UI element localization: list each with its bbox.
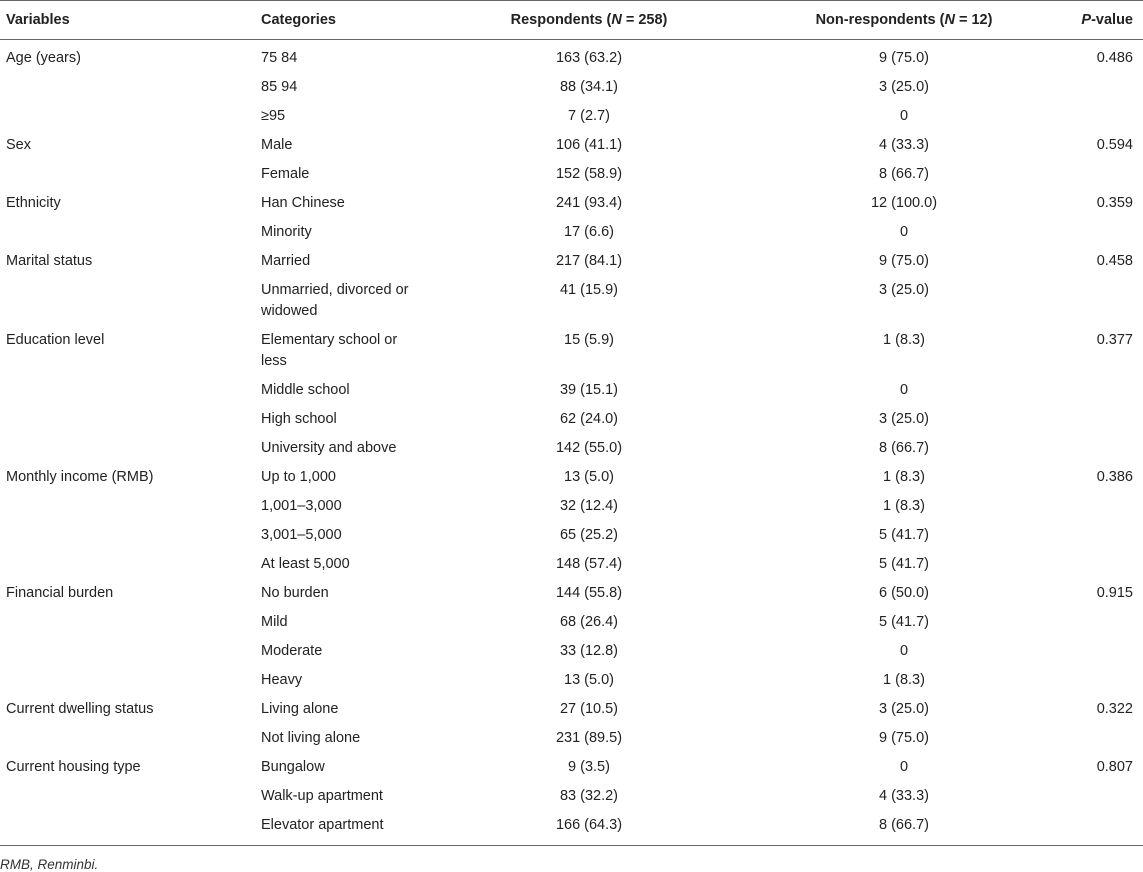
- variable-cell: Financial burden: [6, 585, 114, 601]
- p-value-cell: [1050, 218, 1143, 247]
- variable-cell: [0, 782, 255, 811]
- category-cell: Han Chinese: [261, 195, 345, 211]
- non-respondents-cell: 0: [899, 224, 909, 240]
- p-value-cell: 0.486: [1096, 50, 1133, 66]
- category-cell: At least 5,000: [261, 556, 350, 572]
- p-value-cell: [1050, 376, 1143, 405]
- non-respondents-cell: 6 (50.0): [879, 585, 929, 601]
- non-respondents-cell: 5 (41.7): [879, 556, 929, 572]
- table-row: [0, 376, 1143, 405]
- variable-cell: Ethnicity: [6, 195, 61, 211]
- p-value-cell: [1050, 434, 1143, 463]
- non-respondents-cell: 0: [899, 108, 909, 124]
- table-body: [0, 40, 1143, 846]
- non-respondents-cell: 3 (25.0): [879, 411, 929, 427]
- respondents-cell: 231 (89.5): [555, 730, 623, 746]
- respondents-cell: 33 (12.8): [559, 643, 619, 659]
- header-p-value: P-value: [1050, 1, 1143, 40]
- table-row: [0, 753, 1143, 782]
- non-respondents-cell: 0: [899, 759, 909, 775]
- variable-cell: [0, 637, 255, 666]
- respondents-cell: 88 (34.1): [559, 79, 619, 95]
- respondents-cell: 17 (6.6): [564, 224, 614, 240]
- variable-cell: [0, 666, 255, 695]
- non-respondents-cell: 1 (8.3): [883, 332, 925, 348]
- table-header: [0, 1, 1143, 40]
- header-non-respondents: Non-respondents (N = 12): [758, 1, 1050, 40]
- p-value-cell: 0.915: [1096, 585, 1133, 601]
- variable-cell: [0, 492, 255, 521]
- respondents-cell: 41 (15.9): [559, 282, 619, 298]
- non-respondents-cell: 1 (8.3): [883, 672, 925, 688]
- variable-cell: [0, 102, 255, 131]
- variable-cell: Sex: [6, 137, 31, 153]
- p-value-cell: [1050, 608, 1143, 637]
- category-cell: 3,001–5,000: [261, 527, 342, 543]
- table-footnote: RMB, Renminbi.: [0, 857, 99, 872]
- category-cell: Married: [261, 253, 311, 269]
- non-respondents-cell: 4 (33.3): [879, 137, 929, 153]
- non-respondents-cell: 1 (8.3): [883, 469, 925, 485]
- p-value-cell: [1050, 276, 1143, 326]
- table-row: [0, 326, 1143, 376]
- variable-cell: [0, 276, 255, 326]
- respondents-cell: 166 (64.3): [555, 817, 623, 833]
- table-row: [0, 40, 1143, 74]
- p-value-cell: 0.594: [1096, 137, 1133, 153]
- p-value-cell: [1050, 724, 1143, 753]
- respondents-cell: 13 (5.0): [564, 672, 614, 688]
- respondents-cell: 142 (55.0): [555, 440, 623, 456]
- category-cell: Walk-up apartment: [261, 788, 383, 804]
- non-respondents-cell: 0: [899, 643, 909, 659]
- p-value-cell: [1050, 666, 1143, 695]
- header-row: [0, 1, 1143, 40]
- respondents-cell: 15 (5.9): [564, 332, 614, 348]
- non-respondents-cell: 8 (66.7): [879, 817, 929, 833]
- non-respondents-cell: 12 (100.0): [870, 195, 938, 211]
- p-value-cell: [1050, 405, 1143, 434]
- table-row: [0, 695, 1143, 724]
- variable-cell: [0, 724, 255, 753]
- table-row: [0, 189, 1143, 218]
- category-cell: 75 84: [261, 50, 298, 66]
- table-row: [0, 160, 1143, 189]
- variable-cell: [0, 550, 255, 579]
- p-value-cell: 0.386: [1096, 469, 1133, 485]
- category-cell: Bungalow: [261, 759, 325, 775]
- category-cell: Middle school: [261, 382, 350, 398]
- p-value-cell: [1050, 160, 1143, 189]
- table-row: [0, 782, 1143, 811]
- non-respondents-cell: 9 (75.0): [879, 253, 929, 269]
- table-row: [0, 724, 1143, 753]
- variable-cell: [0, 73, 255, 102]
- respondents-cell: 144 (55.8): [555, 585, 623, 601]
- table-row: [0, 521, 1143, 550]
- variable-cell: Marital status: [6, 253, 93, 269]
- category-cell: No burden: [261, 585, 329, 601]
- respondents-cell: 39 (15.1): [559, 382, 619, 398]
- category-cell: Male: [261, 137, 293, 153]
- respondents-cell: 217 (84.1): [555, 253, 623, 269]
- variable-cell: [0, 405, 255, 434]
- p-value-cell: [1050, 492, 1143, 521]
- category-cell: Mild: [261, 614, 288, 630]
- table-row: [0, 579, 1143, 608]
- non-respondents-cell: 0: [899, 382, 909, 398]
- non-respondents-cell: 8 (66.7): [879, 440, 929, 456]
- category-cell: ≥95: [261, 108, 286, 124]
- p-value-cell: [1050, 811, 1143, 846]
- category-cell: University and above: [261, 440, 397, 456]
- variable-cell: Monthly income (RMB): [6, 469, 154, 485]
- table-row: [0, 666, 1143, 695]
- variable-cell: [0, 608, 255, 637]
- table-row: [0, 102, 1143, 131]
- table-row: [0, 492, 1143, 521]
- category-cell: Up to 1,000: [261, 469, 336, 485]
- table-row: [0, 131, 1143, 160]
- p-value-cell: [1050, 102, 1143, 131]
- variable-cell: Age (years): [6, 50, 81, 66]
- variable-cell: [0, 218, 255, 247]
- table-row: [0, 276, 1143, 326]
- category-cell: High school: [261, 411, 337, 427]
- variable-cell: Current dwelling status: [6, 701, 154, 717]
- category-cell: 85 94: [261, 79, 298, 95]
- table-row: [0, 608, 1143, 637]
- respondents-cell: 7 (2.7): [568, 108, 610, 124]
- category-cell: Female: [261, 166, 310, 182]
- variable-cell: Education level: [6, 332, 105, 348]
- header-variables: Variables: [0, 1, 255, 40]
- variable-cell: [0, 434, 255, 463]
- respondents-cell: 83 (32.2): [559, 788, 619, 804]
- header-respondents: Respondents (N = 258): [420, 1, 758, 40]
- p-value-cell: 0.322: [1096, 701, 1133, 717]
- variable-cell: [0, 521, 255, 550]
- p-value-cell: 0.377: [1096, 332, 1133, 348]
- respondents-cell: 163 (63.2): [555, 50, 623, 66]
- variable-cell: [0, 160, 255, 189]
- category-cell: Living alone: [261, 701, 339, 717]
- header-categories: Categories: [255, 1, 420, 40]
- p-value-cell: [1050, 521, 1143, 550]
- non-respondents-cell: 4 (33.3): [879, 788, 929, 804]
- p-value-cell: [1050, 550, 1143, 579]
- category-cell: Moderate: [261, 643, 323, 659]
- p-value-cell: [1050, 73, 1143, 102]
- non-respondents-cell: 9 (75.0): [879, 730, 929, 746]
- p-value-cell: 0.807: [1096, 759, 1133, 775]
- respondents-cell: 32 (12.4): [559, 498, 619, 514]
- table-row: [0, 218, 1143, 247]
- p-value-cell: [1050, 637, 1143, 666]
- category-cell: Not living alone: [261, 730, 361, 746]
- table-row: [0, 811, 1143, 846]
- respondents-cell: 148 (57.4): [555, 556, 623, 572]
- table-row: [0, 550, 1143, 579]
- non-respondents-cell: 1 (8.3): [883, 498, 925, 514]
- p-value-cell: 0.359: [1096, 195, 1133, 211]
- p-value-cell: [1050, 782, 1143, 811]
- respondents-cell: 9 (3.5): [568, 759, 610, 775]
- table-row: [0, 405, 1143, 434]
- table-row: [0, 73, 1143, 102]
- non-respondents-cell: 3 (25.0): [879, 701, 929, 717]
- respondents-cell: 106 (41.1): [555, 137, 623, 153]
- respondents-cell: 27 (10.5): [559, 701, 619, 717]
- table-row: [0, 247, 1143, 276]
- category-cell: Elevator apartment: [261, 817, 384, 833]
- respondents-cell: 152 (58.9): [555, 166, 623, 182]
- category-cell: 1,001–3,000: [261, 498, 342, 514]
- category-cell: Heavy: [261, 672, 303, 688]
- non-respondents-cell: 3 (25.0): [879, 282, 929, 298]
- category-cell: Elementary school or less: [261, 332, 398, 369]
- variable-cell: Current housing type: [6, 759, 141, 775]
- category-cell: Minority: [261, 224, 312, 240]
- table-row: [0, 434, 1143, 463]
- variable-cell: [0, 811, 255, 846]
- non-respondents-cell: 5 (41.7): [879, 614, 929, 630]
- non-respondents-cell: 9 (75.0): [879, 50, 929, 66]
- category-cell: Unmarried, divorced or widowed: [261, 282, 409, 319]
- respondents-cell: 13 (5.0): [564, 469, 614, 485]
- respondents-cell: 68 (26.4): [559, 614, 619, 630]
- p-value-cell: 0.458: [1096, 253, 1133, 269]
- table-row: [0, 463, 1143, 492]
- non-respondents-cell: 3 (25.0): [879, 79, 929, 95]
- table-row: [0, 637, 1143, 666]
- respondents-cell: 65 (25.2): [559, 527, 619, 543]
- non-respondents-cell: 5 (41.7): [879, 527, 929, 543]
- respondents-cell: 241 (93.4): [555, 195, 623, 211]
- non-respondents-cell: 8 (66.7): [879, 166, 929, 182]
- variable-cell: [0, 376, 255, 405]
- respondents-cell: 62 (24.0): [559, 411, 619, 427]
